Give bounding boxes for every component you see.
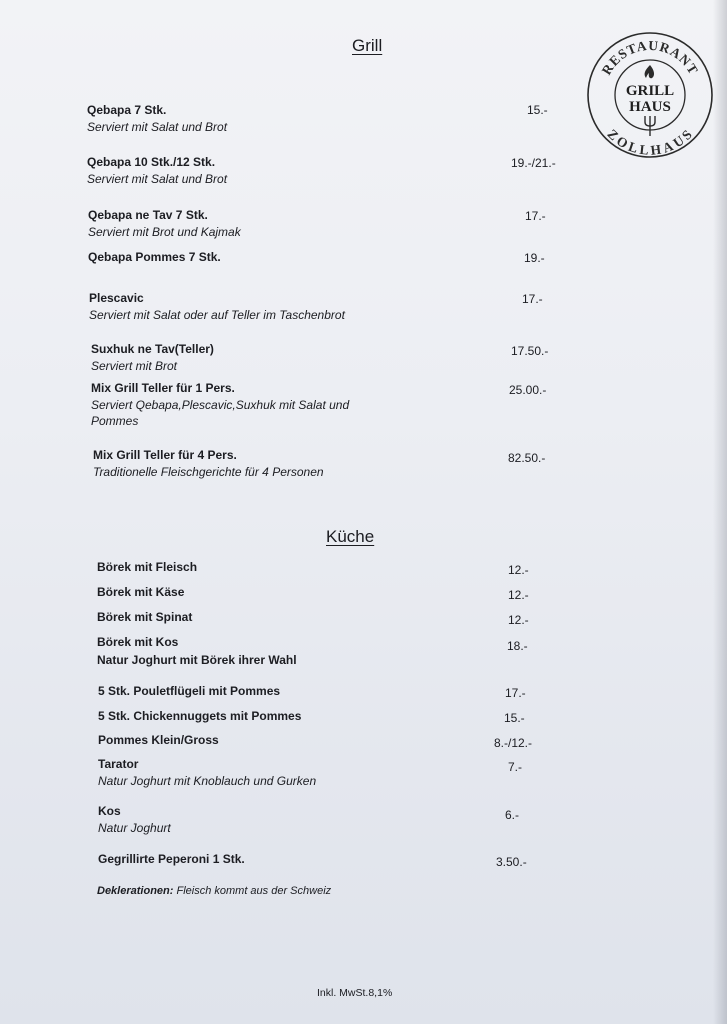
grill-section-title: Grill <box>352 36 383 55</box>
menu-item-price: 7.- <box>508 760 523 774</box>
menu-item-description: Serviert mit Brot und Kajmak <box>88 225 241 239</box>
kueche-section-title: Küche <box>326 527 375 546</box>
menu-item-description: Serviert mit Brot <box>91 359 178 373</box>
menu-item <box>88 248 221 266</box>
menu-item-name: Mix Grill Teller für 4 Pers. <box>93 448 237 462</box>
menu-item <box>98 707 301 725</box>
menu-item-name: Börek mit Spinat <box>97 610 193 624</box>
menu-item-description: Serviert mit Salat und Brot <box>87 172 228 186</box>
menu-item-name: 5 Stk. Chickennuggets mit Pommes <box>98 709 302 723</box>
menu-item-description: Serviert mit Salat und Brot <box>87 120 228 134</box>
menu-item-name: Pommes Klein/Gross <box>98 733 219 747</box>
menu-item <box>87 101 227 135</box>
menu-item <box>97 608 192 626</box>
menu-item-price: 12.- <box>508 588 529 602</box>
menu-item-price: 12.- <box>508 613 529 627</box>
menu-item <box>98 850 245 868</box>
menu-item-price: 8.-/12.- <box>494 736 533 750</box>
menu-item <box>89 289 345 323</box>
menu-item-price: 17.- <box>505 686 526 700</box>
menu-item <box>87 153 227 187</box>
flame-icon <box>645 65 654 78</box>
menu-item-description: Natur Joghurt mit Knoblauch und Gurken <box>98 774 317 788</box>
menu-item-name: Gegrillirte Peperoni 1 Stk. <box>98 852 245 866</box>
menu-item-name: Mix Grill Teller für 1 Pers. <box>91 381 235 395</box>
menu-item-price: 6.- <box>505 808 520 822</box>
menu-item-price: 3.50.- <box>496 855 527 869</box>
menu-item-price: 25.00.- <box>509 383 547 397</box>
menu-item-name: Plescavic <box>89 291 144 305</box>
restaurant-logo <box>585 30 715 160</box>
menu-item-name: Qebapa 10 Stk./12 Stk. <box>87 155 216 169</box>
menu-item-description: Natur Joghurt <box>98 821 171 835</box>
menu-item <box>97 558 197 576</box>
menu-item-name: Tarator <box>98 757 139 771</box>
menu-item-description: Traditionelle Fleischgerichte für 4 Personen <box>93 465 324 479</box>
menu-item <box>91 340 214 374</box>
logo-bottom-text: ZOLLHAUS <box>604 126 696 158</box>
menu-item-name: Suxhuk ne Tav(Teller) <box>91 342 214 356</box>
menu-item-name: Qebapa Pommes 7 Stk. <box>88 250 221 264</box>
menu-item-price: 19.- <box>524 251 545 265</box>
menu-item-price: 12.- <box>508 563 529 577</box>
menu-item-description: Serviert mit Salat oder auf Teller im Taschenbrot <box>89 308 345 322</box>
menu-item-name: Börek mit Käse <box>97 585 185 599</box>
menu-item-price: 17.- <box>525 209 546 223</box>
menu-item-name: Qebapa ne Tav 7 Stk. <box>88 208 208 222</box>
vat-note: Inkl. MwSt.8,1% <box>317 987 393 999</box>
menu-item-price: 18.- <box>507 639 528 653</box>
menu-item <box>93 446 324 480</box>
menu-item-name: Börek mit Fleisch <box>97 560 198 574</box>
logo-center-line1: GRILL <box>625 83 675 99</box>
declaration-text: Fleisch kommt aus der Schweiz <box>173 885 332 897</box>
menu-item-description: Natur Joghurt mit Börek ihrer Wahl <box>97 653 297 667</box>
menu-item-name: Börek mit Kos <box>97 635 179 649</box>
menu-item-price: 17.50.- <box>511 344 549 358</box>
logo-top-text: RESTAURANT <box>598 37 702 78</box>
menu-item-name: 5 Stk. Pouletflügeli mit Pommes <box>98 684 281 698</box>
origin-declaration <box>97 885 331 897</box>
menu-item <box>98 682 280 700</box>
menu-item-description: Serviert Qebapa,Plescavic,Suxhuk mit Salat und Pommes <box>91 398 350 428</box>
menu-item <box>98 731 219 749</box>
menu-item-price: 15.- <box>527 103 548 117</box>
page-edge-shadow <box>713 0 727 1024</box>
menu-item <box>97 633 297 669</box>
menu-item-name: Kos <box>98 804 121 818</box>
menu-item-price: 15.- <box>504 711 525 725</box>
menu-item <box>98 755 316 789</box>
menu-item-price: 19.-/21.- <box>511 156 556 170</box>
fork-icon <box>645 116 655 136</box>
menu-item-name: Qebapa 7 Stk. <box>87 103 167 117</box>
logo-center-line2: HAUS <box>629 99 671 115</box>
menu-item-price: 82.50.- <box>508 451 546 465</box>
declaration-label: Deklerationen: <box>97 885 174 897</box>
menu-item <box>91 379 361 429</box>
menu-item-price: 17.- <box>522 292 543 306</box>
menu-item <box>98 802 171 836</box>
menu-item <box>97 583 184 601</box>
menu-item <box>88 206 241 240</box>
